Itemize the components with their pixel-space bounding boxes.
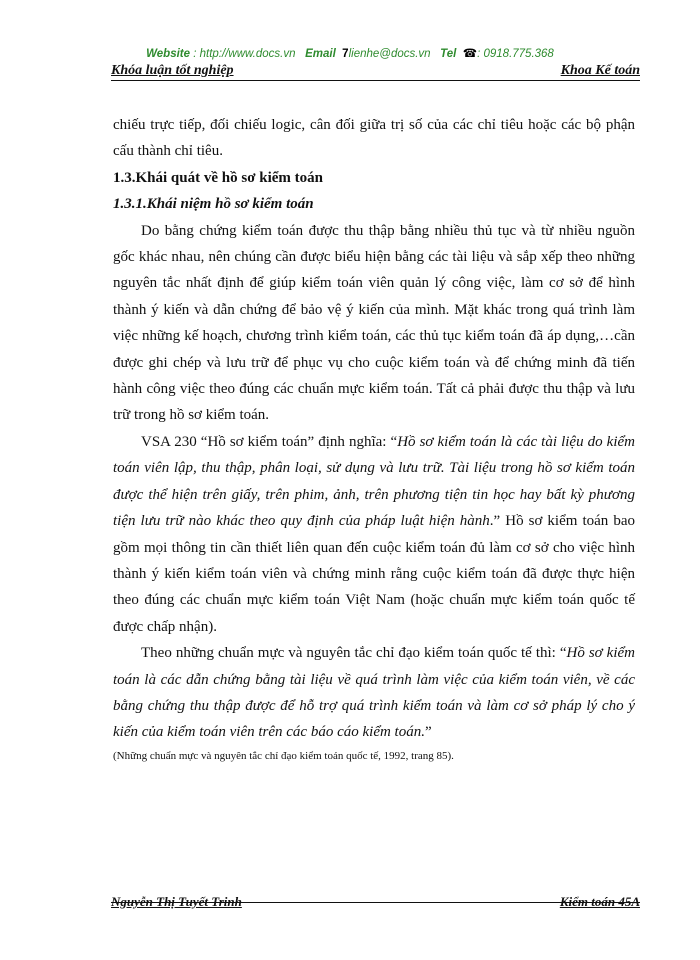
paragraph-2 bbox=[113, 429, 635, 640]
paragraph-1: Do bằng chứng kiểm toán được thu thập bằng nhiều thủ tục và từ nhiều nguồn gốc khác nhau, nên chúng cần được biểu hiện bằng các tài liệu và sắp xếp theo những nguyên tắc nhất định để giúp kiểm toán viên quản lý công việc, làm cơ sở để hình thành ý kiến và dẫn chứng để bảo vệ ý kiến của mình. Mặt khác trong quá trình làm việc những kế hoạch, chương trình kiểm toán, các thủ tục kiểm toán đã áp dụng,…cần được ghi chép và lưu trữ để phục vụ cho cuộc kiểm toán và để chứng minh đã tiến hành công việc theo đúng các chuẩn mực kiểm toán. Tất cả phải được thu thập và lưu trữ trong hồ sơ kiểm toán. bbox=[113, 222, 635, 424]
header-faculty-label: Khoa Kế toán bbox=[560, 63, 640, 78]
section-heading: 1.3.Khái quát về hồ sơ kiểm toán bbox=[113, 169, 323, 186]
paragraph-3-prefix: Theo những chuẩn mực và nguyên tắc chỉ đạo kiểm toán quốc tế thì: “ bbox=[141, 645, 567, 662]
footer-class: Kiểm toán 45A bbox=[559, 894, 640, 909]
paragraph-3-suffix: ” bbox=[424, 724, 432, 741]
paragraph-2-suffix: .” Hồ sơ kiểm toán bao gồm mọi thông tin cần thiết liên quan đến cuộc kiểm toán đủ làm cơ sở cho việc hình thành ý kiến kiểm toán viên và chứng minh rằng cuộc kiểm toán đã được thực hiện theo đúng các chuẩn mực kiểm toán Việt Nam (hoặc chuẩn mực kiểm toán quốc tế được chấp nhận). bbox=[113, 513, 635, 635]
phone-icon: ☎ bbox=[462, 48, 478, 60]
contact-bar bbox=[0, 46, 700, 60]
tel-value: : 0918.775.368 bbox=[477, 48, 554, 60]
footer-author: Nguyễn Thị Tuyết Trinh bbox=[111, 894, 242, 909]
website-link[interactable]: : http://www.docs.vn bbox=[193, 48, 296, 60]
document-body bbox=[113, 112, 635, 766]
website-label: Website bbox=[146, 48, 191, 60]
email-link[interactable]: lienhe@docs.vn bbox=[348, 48, 431, 60]
header-thesis-label: Khóa luận tốt nghiệp bbox=[111, 63, 234, 78]
intro-paragraph: chiếu trực tiếp, đối chiếu logic, cân đối giữa trị số của các chỉ tiêu hoặc các bộ phận cấu thành chỉ tiêu. bbox=[113, 117, 635, 160]
subsection-heading: 1.3.1.Khái niệm hồ sơ kiểm toán bbox=[113, 196, 314, 213]
paragraph-3-quote: Hồ sơ kiểm toán là các dẫn chứng bằng tài liệu về quá trình làm việc của kiểm toán viên, về các bằng chứng thu thập được để hỗ trợ quá trình kiểm toán và làm cơ sở pháp lý cho ý kiến của kiểm toán viên trên các báo cáo kiểm toán. bbox=[113, 645, 635, 741]
page-header bbox=[111, 62, 640, 81]
tel-label: Tel bbox=[440, 48, 457, 60]
email-label: Email bbox=[305, 48, 336, 60]
page-footer bbox=[111, 894, 640, 917]
citation: (Những chuẩn mực và nguyên tắc chỉ đạo kiểm toán quốc tế, 1992, trang 85). bbox=[113, 749, 454, 762]
paragraph-2-prefix: VSA 230 “Hồ sơ kiểm toán” định nghĩa: “ bbox=[141, 433, 398, 450]
paragraph-2-quote: Hồ sơ kiểm toán là các tài liệu do kiểm toán viên lập, thu thập, phân loại, sử dụng và lưu trữ. Tài liệu trong hồ sơ kiểm toán được thể hiện trên giấy, trên phim, ảnh, trên phương tiện tin học hay bất kỳ phương tiện lưu trữ nào khác theo quy định của pháp luật hiện hành bbox=[113, 433, 636, 530]
envelope-icon: 7 bbox=[342, 48, 349, 60]
paragraph-3 bbox=[113, 640, 635, 746]
